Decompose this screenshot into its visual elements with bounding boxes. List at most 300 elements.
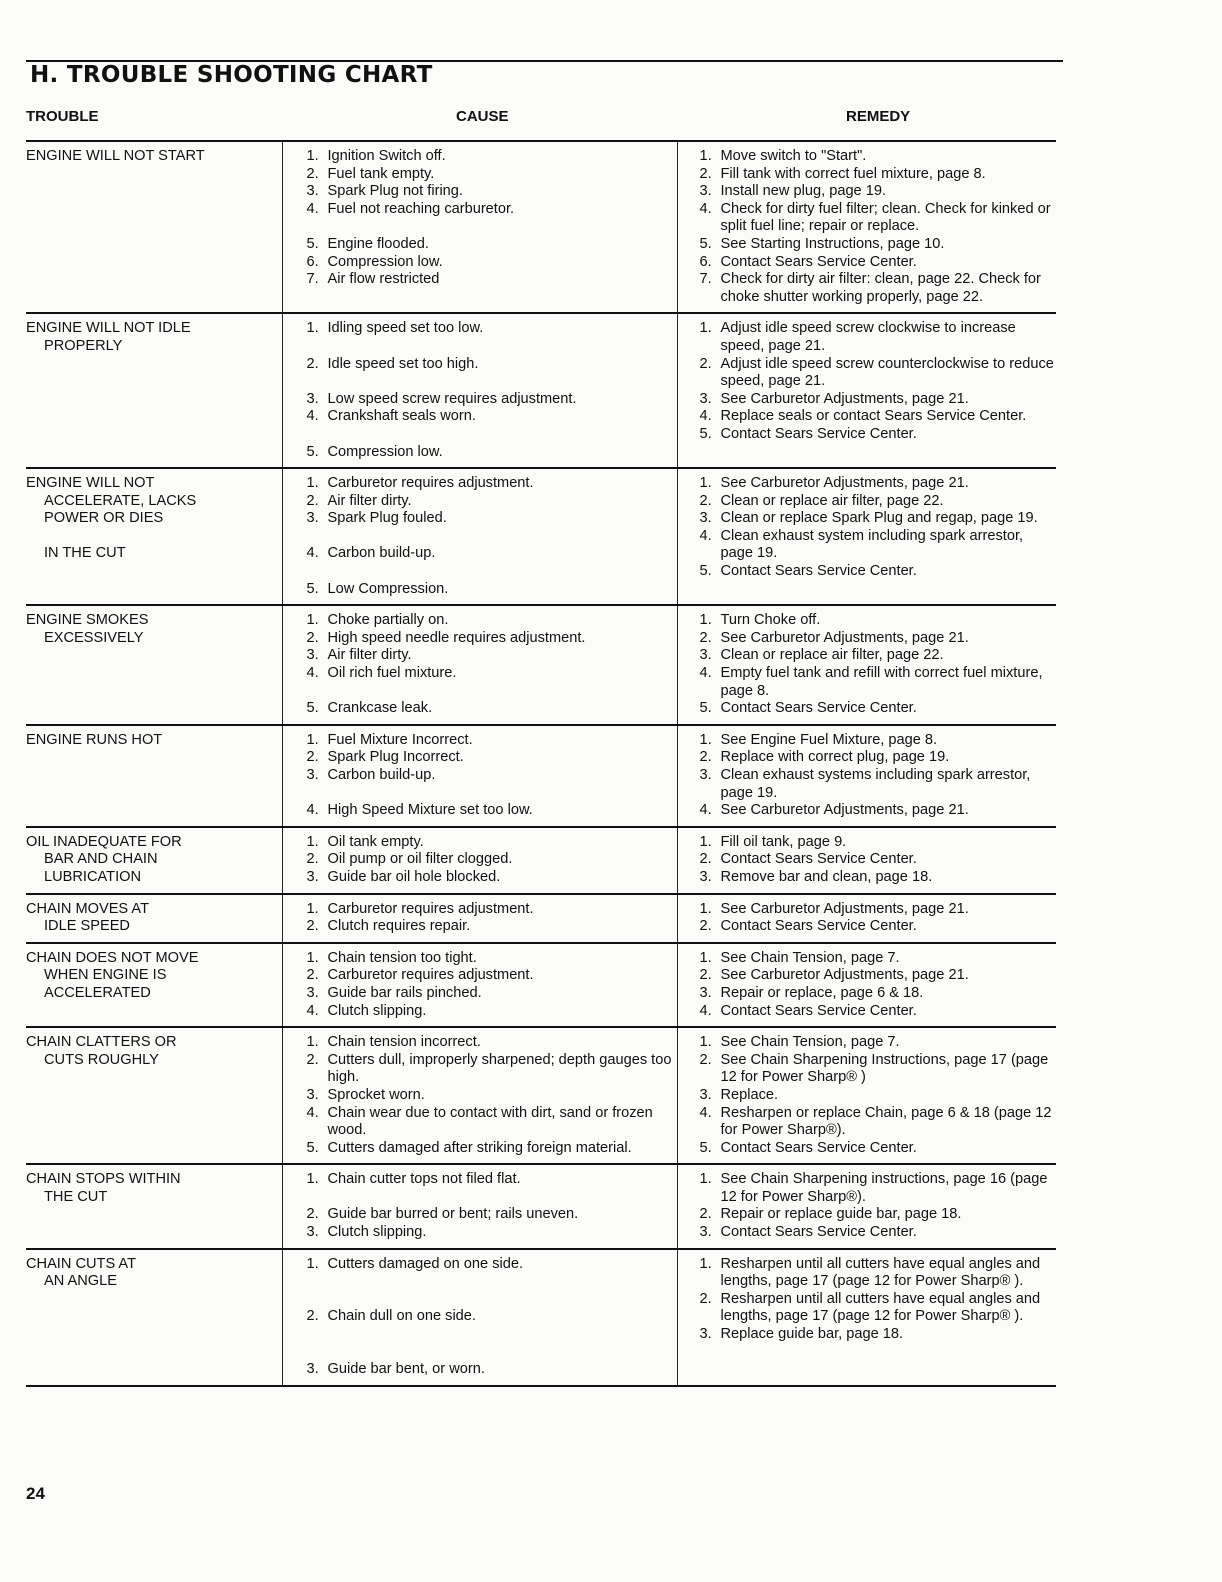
remedy-item [700, 510, 1055, 528]
table-row [26, 141, 1056, 313]
item-number: 1. [699, 833, 712, 850]
remedy-text: Contact Sears Service Center. [720, 253, 917, 270]
cause-cell [282, 605, 677, 725]
trouble-text: ACCELERATE, LACKS [44, 492, 197, 509]
cause-text: Spark Plug Incorrect. [327, 749, 464, 766]
cause-item [307, 834, 673, 852]
cause-item [307, 320, 673, 338]
remedy-item [700, 148, 1055, 166]
cause-item [307, 1308, 673, 1326]
item-number: 4. [699, 665, 712, 682]
remedy-text: Resharpen or replace Chain, page 6 & 18 (page 12 for Power Sharp®). [720, 1104, 1052, 1139]
table-row [26, 943, 1056, 1027]
remedy-text: Fill oil tank, page 9. [720, 833, 847, 850]
item-number: 3. [699, 1326, 712, 1343]
cause-text: Cutters dull, improperly sharpened; depth gauges too high. [327, 1051, 672, 1086]
cause-cell [282, 1249, 677, 1386]
remedy-item [700, 1326, 1055, 1344]
table-row [26, 313, 1056, 468]
item-number: 3. [306, 1224, 319, 1241]
item-number: 2. [699, 967, 712, 984]
remedy-item [700, 356, 1055, 391]
trouble-text: WHEN ENGINE IS [44, 967, 167, 984]
cause-item [307, 665, 673, 683]
trouble-text: POWER OR DIES [44, 510, 164, 527]
remedy-item [700, 271, 1055, 306]
item-number: 2. [306, 1206, 319, 1223]
item-number: 5. [306, 443, 319, 460]
remedy-cell [677, 468, 1056, 605]
trouble-text: CHAIN CLATTERS OR [26, 1034, 177, 1051]
item-number: 1. [306, 731, 319, 748]
item-number: 3. [306, 647, 319, 664]
item-number: 2. [699, 355, 712, 372]
cause-item [307, 510, 673, 528]
remedy-cell [677, 1249, 1056, 1386]
remedy-text: Resharpen until all cutters have equal angles and lengths, page 17 (page 12 for Power Sharp® ). [720, 1255, 1041, 1290]
column-headers [0, 108, 1062, 130]
table-row [26, 468, 1056, 605]
item-number: 1. [306, 900, 319, 917]
cause-cell [282, 827, 677, 894]
cause-item [307, 1105, 673, 1140]
cause-text: Compression low. [327, 253, 443, 270]
cause-item [307, 581, 673, 599]
cause-text: Oil pump or oil filter clogged. [327, 851, 513, 868]
item-number: 7. [699, 271, 712, 288]
cause-text: Chain dull on one side. [327, 1308, 476, 1325]
cause-text: Choke partially on. [327, 612, 449, 629]
cause-text: Sprocket worn. [327, 1086, 425, 1103]
trouble-text: CHAIN STOPS WITHIN [26, 1171, 181, 1188]
trouble-text: ENGINE WILL NOT [26, 475, 155, 492]
trouble-text: AN ANGLE [44, 1273, 117, 1290]
remedy-cell [677, 894, 1056, 943]
cause-text: Fuel Mixture Incorrect. [327, 731, 473, 748]
spacer [307, 528, 673, 546]
item-number: 3. [699, 868, 712, 885]
remedy-item [700, 1291, 1055, 1326]
cause-item [307, 493, 673, 511]
trouble-cell [26, 1249, 282, 1386]
table-row [26, 725, 1056, 827]
remedy-text: See Carburetor Adjustments, page 21. [720, 629, 969, 646]
item-number: 2. [699, 918, 712, 935]
spacer [307, 563, 673, 581]
trouble-cell [26, 827, 282, 894]
trouble-cell [26, 313, 282, 468]
cause-item [307, 545, 673, 563]
cause-item [307, 612, 673, 630]
cause-text: Cutters damaged after striking foreign material. [327, 1139, 632, 1156]
item-number: 3. [699, 183, 712, 200]
item-number: 3. [699, 1086, 712, 1103]
cause-cell [282, 141, 677, 313]
cause-text: Ignition Switch off. [327, 148, 446, 164]
cause-text: Air flow restricted [327, 271, 440, 288]
remedy-text: Contact Sears Service Center. [720, 918, 917, 935]
item-number: 4. [306, 1002, 319, 1019]
remedy-item [700, 528, 1055, 563]
remedy-text: Empty fuel tank and refill with correct fuel mixture, page 8. [720, 665, 1043, 699]
table-row [26, 1164, 1056, 1248]
cause-text: Fuel not reaching carburetor. [327, 200, 515, 217]
cause-item [307, 918, 673, 936]
trouble-text [26, 528, 278, 546]
item-number: 2. [699, 1290, 712, 1307]
cause-item [307, 767, 673, 785]
cause-item [307, 1003, 673, 1021]
cause-item [307, 700, 673, 718]
remedy-text: Clean or replace air filter, page 22. [720, 647, 944, 664]
item-number: 5. [699, 700, 712, 717]
remedy-text: See Carburetor Adjustments, page 21. [720, 802, 969, 819]
remedy-text: Replace seals or contact Sears Service Center. [720, 408, 1027, 425]
item-number: 1. [306, 833, 319, 850]
page-number: 24 [26, 1484, 45, 1503]
trouble-text: ACCELERATED [44, 984, 151, 1001]
trouble-shooting-table [26, 140, 1056, 1387]
item-number: 1. [699, 148, 712, 164]
trouble-text: EXCESSIVELY [44, 629, 144, 646]
cause-item [307, 356, 673, 374]
cause-text: Clutch slipping. [327, 1224, 427, 1241]
item-number: 1. [306, 1034, 319, 1051]
remedy-text: Adjust idle speed screw counterclockwise to reduce speed, page 21. [720, 355, 1054, 390]
remedy-item [700, 1034, 1055, 1052]
spacer [307, 785, 673, 803]
item-number: 1. [699, 1171, 712, 1188]
cause-item [307, 254, 673, 272]
remedy-text: Replace guide bar, page 18. [720, 1326, 904, 1343]
spacer [307, 683, 673, 701]
remedy-text: See Chain Tension, page 7. [720, 1034, 900, 1051]
spacer [307, 1273, 673, 1291]
cause-item [307, 802, 673, 820]
trouble-cell [26, 943, 282, 1027]
item-number: 2. [306, 165, 319, 182]
remedy-text: Contact Sears Service Center. [720, 700, 917, 717]
remedy-item [700, 1206, 1055, 1224]
item-number: 2. [306, 629, 319, 646]
item-number: 2. [699, 1051, 712, 1068]
spacer [307, 426, 673, 444]
remedy-text: Install new plug, page 19. [720, 183, 887, 200]
remedy-text: Adjust idle speed screw clockwise to increase speed, page 21. [720, 320, 1016, 354]
cause-item [307, 967, 673, 985]
header-trouble: TROUBLE [26, 108, 99, 125]
item-number: 4. [699, 802, 712, 819]
remedy-text: Contact Sears Service Center. [720, 851, 917, 868]
item-number: 2. [699, 492, 712, 509]
remedy-item [700, 426, 1055, 444]
cause-item [307, 869, 673, 887]
cause-text: High speed needle requires adjustment. [327, 629, 586, 646]
header-cause: CAUSE [456, 108, 509, 125]
cause-item [307, 985, 673, 1003]
table-row [26, 1249, 1056, 1386]
cause-text: Chain tension incorrect. [327, 1034, 481, 1051]
cause-item [307, 1052, 673, 1087]
trouble-text: ENGINE SMOKES [26, 612, 149, 629]
trouble-text: ENGINE RUNS HOT [26, 731, 163, 748]
remedy-text: Fill tank with correct fuel mixture, page 8. [720, 165, 986, 182]
item-number: 2. [699, 165, 712, 182]
remedy-item [700, 749, 1055, 767]
remedy-cell [677, 827, 1056, 894]
cause-text: Chain wear due to contact with dirt, sand or frozen wood. [327, 1104, 653, 1139]
cause-cell [282, 894, 677, 943]
remedy-text: Contact Sears Service Center. [720, 1002, 917, 1019]
item-number: 1. [306, 949, 319, 966]
trouble-text: THE CUT [44, 1188, 108, 1205]
remedy-item [700, 869, 1055, 887]
item-number: 3. [306, 183, 319, 200]
remedy-text: See Carburetor Adjustments, page 21. [720, 390, 969, 407]
remedy-item [700, 254, 1055, 272]
item-number: 3. [699, 984, 712, 1001]
item-number: 4. [306, 200, 319, 217]
table-row [26, 827, 1056, 894]
item-number: 4. [306, 408, 319, 425]
item-number: 6. [306, 253, 319, 270]
cause-text: Idle speed set too high. [327, 355, 479, 372]
remedy-item [700, 1003, 1055, 1021]
remedy-text: See Carburetor Adjustments, page 21. [720, 900, 969, 917]
item-number: 1. [306, 320, 319, 337]
cause-item [307, 148, 673, 166]
remedy-text: See Chain Sharpening Instructions, page 17 (page 12 for Power Sharp® ) [720, 1051, 1049, 1086]
remedy-item [700, 767, 1055, 802]
cause-text: Crankshaft seals worn. [327, 408, 476, 425]
item-number: 1. [699, 1255, 712, 1272]
remedy-text: Replace with correct plug, page 19. [720, 749, 950, 766]
item-number: 5. [306, 580, 319, 597]
remedy-item [700, 201, 1055, 236]
cause-text: Carburetor requires adjustment. [327, 967, 534, 984]
item-number: 4. [306, 802, 319, 819]
remedy-item [700, 1171, 1055, 1206]
cause-cell [282, 943, 677, 1027]
remedy-cell [677, 313, 1056, 468]
remedy-text: Check for dirty fuel filter; clean. Check for kinked or split fuel line; repair or replace. [720, 200, 1051, 235]
remedy-text: See Carburetor Adjustments, page 21. [720, 967, 969, 984]
cause-text: Chain tension too tight. [327, 949, 477, 966]
cause-text: Idling speed set too low. [327, 320, 484, 337]
item-number: 2. [306, 749, 319, 766]
cause-item [307, 1171, 673, 1189]
remedy-item [700, 391, 1055, 409]
cause-cell [282, 468, 677, 605]
remedy-item [700, 612, 1055, 630]
remedy-text: Clean exhaust systems including spark arrestor, page 19. [720, 767, 1031, 801]
trouble-cell [26, 1027, 282, 1164]
item-number: 3. [699, 390, 712, 407]
remedy-item [700, 700, 1055, 718]
cause-item [307, 475, 673, 493]
cause-text: Low speed screw requires adjustment. [327, 390, 577, 407]
cause-text: Guide bar oil hole blocked. [327, 868, 501, 885]
remedy-item [700, 1256, 1055, 1291]
trouble-text: PROPERLY [44, 337, 123, 354]
remedy-text: Check for dirty air filter: clean, page 22. Check for choke shutter working properly, page 22. [720, 271, 1041, 305]
cause-item [307, 271, 673, 289]
remedy-item [700, 183, 1055, 201]
cause-item [307, 749, 673, 767]
item-number: 3. [699, 1224, 712, 1241]
remedy-text: Repair or replace, page 6 & 18. [720, 984, 924, 1001]
remedy-item [700, 1087, 1055, 1105]
item-number: 1. [699, 475, 712, 492]
table-row [26, 1027, 1056, 1164]
remedy-item [700, 166, 1055, 184]
spacer [307, 1189, 673, 1207]
item-number: 1. [699, 320, 712, 337]
item-number: 2. [306, 1308, 319, 1325]
trouble-cell [26, 468, 282, 605]
trouble-cell [26, 725, 282, 827]
item-number: 4. [699, 200, 712, 217]
cause-item [307, 1361, 673, 1379]
item-number: 2. [306, 1051, 319, 1068]
trouble-cell [26, 1164, 282, 1248]
item-number: 1. [699, 949, 712, 966]
item-number: 3. [306, 1361, 319, 1378]
item-number: 3. [306, 868, 319, 885]
remedy-item [700, 1224, 1055, 1242]
cause-cell [282, 1164, 677, 1248]
remedy-item [700, 665, 1055, 700]
item-number: 2. [306, 355, 319, 372]
remedy-item [700, 647, 1055, 665]
item-number: 4. [699, 408, 712, 425]
item-number: 2. [699, 629, 712, 646]
item-number: 2. [699, 851, 712, 868]
remedy-text: Contact Sears Service Center. [720, 1139, 917, 1156]
remedy-cell [677, 605, 1056, 725]
trouble-cell [26, 141, 282, 313]
remedy-item [700, 901, 1055, 919]
item-number: 1. [699, 900, 712, 917]
cause-text: Engine flooded. [327, 235, 429, 252]
remedy-text: Clean exhaust system including spark arrestor, page 19. [720, 527, 1024, 562]
item-number: 1. [306, 612, 319, 629]
trouble-text: CHAIN CUTS AT [26, 1255, 137, 1272]
cause-cell [282, 725, 677, 827]
trouble-text: ENGINE WILL NOT START [26, 148, 205, 164]
remedy-item [700, 493, 1055, 511]
item-number: 4. [306, 665, 319, 682]
item-number: 2. [699, 749, 712, 766]
header-remedy: REMEDY [846, 108, 911, 125]
item-number: 1. [306, 1171, 319, 1188]
remedy-text: Remove bar and clean, page 18. [720, 868, 933, 885]
cause-item [307, 408, 673, 426]
trouble-text: CUTS ROUGHLY [44, 1051, 159, 1068]
cause-text: Carbon build-up. [327, 767, 436, 783]
cause-text: Clutch requires repair. [327, 918, 471, 935]
trouble-cell [26, 894, 282, 943]
trouble-text: CHAIN MOVES AT [26, 900, 149, 917]
trouble-text: BAR AND CHAIN [44, 851, 158, 868]
trouble-cell [26, 605, 282, 725]
cause-item [307, 901, 673, 919]
remedy-item [700, 802, 1055, 820]
item-number: 3. [306, 390, 319, 407]
remedy-text: Contact Sears Service Center. [720, 563, 917, 580]
trouble-text: OIL INADEQUATE FOR [26, 833, 182, 850]
item-number: 3. [699, 510, 712, 527]
remedy-item [700, 851, 1055, 869]
cause-item [307, 444, 673, 462]
cause-text: Guide bar rails pinched. [327, 984, 482, 1001]
cause-text: Oil tank empty. [327, 833, 424, 850]
remedy-text: Clean or replace air filter, page 22. [720, 492, 944, 509]
remedy-item [700, 320, 1055, 355]
cause-text: Carburetor requires adjustment. [327, 900, 534, 917]
item-number: 5. [306, 1139, 319, 1156]
cause-text: Crankcase leak. [327, 700, 433, 717]
item-number: 1. [306, 475, 319, 492]
item-number: 2. [306, 851, 319, 868]
cause-text: Cutters damaged on one side. [327, 1255, 524, 1272]
remedy-text: See Chain Sharpening instructions, page 16 (page 12 for Power Sharp®). [720, 1171, 1048, 1205]
cause-item [307, 391, 673, 409]
remedy-item [700, 1140, 1055, 1158]
remedy-item [700, 236, 1055, 254]
remedy-item [700, 732, 1055, 750]
remedy-item [700, 1105, 1055, 1140]
table-row [26, 894, 1056, 943]
remedy-text: See Chain Tension, page 7. [720, 949, 900, 966]
trouble-text: CHAIN DOES NOT MOVE [26, 949, 199, 966]
trouble-text: LUBRICATION [44, 868, 142, 885]
remedy-text: See Starting Instructions, page 10. [720, 235, 945, 252]
item-number: 4. [699, 527, 712, 544]
item-number: 3. [306, 984, 319, 1001]
cause-text: Air filter dirty. [327, 492, 412, 509]
remedy-text: See Carburetor Adjustments, page 21. [720, 475, 969, 492]
cause-item [307, 166, 673, 184]
item-number: 3. [306, 510, 319, 527]
remedy-text: Resharpen until all cutters have equal angles and lengths, page 17 (page 12 for Power Sharp® ). [720, 1290, 1041, 1325]
item-number: 5. [699, 235, 712, 252]
remedy-text: Contact Sears Service Center. [720, 1224, 917, 1241]
item-number: 4. [699, 1002, 712, 1019]
section-title: H. TROUBLE SHOOTING CHART [30, 62, 433, 88]
table-row [26, 605, 1056, 725]
remedy-cell [677, 943, 1056, 1027]
remedy-cell [677, 725, 1056, 827]
item-number: 6. [699, 253, 712, 270]
remedy-text: Replace. [720, 1086, 779, 1103]
item-number: 2. [306, 492, 319, 509]
remedy-item [700, 408, 1055, 426]
remedy-text: See Engine Fuel Mixture, page 8. [720, 731, 938, 748]
cause-item [307, 201, 673, 219]
cause-cell [282, 313, 677, 468]
remedy-item [700, 950, 1055, 968]
cause-text: Clutch slipping. [327, 1002, 427, 1019]
cause-text: High Speed Mixture set too low. [327, 802, 533, 819]
item-number: 1. [306, 1255, 319, 1272]
item-number: 2. [306, 967, 319, 984]
item-number: 5. [306, 700, 319, 717]
cause-text: Compression low. [327, 443, 443, 460]
cause-item [307, 1140, 673, 1158]
cause-text: Chain cutter tops not filed flat. [327, 1171, 521, 1188]
cause-item [307, 950, 673, 968]
